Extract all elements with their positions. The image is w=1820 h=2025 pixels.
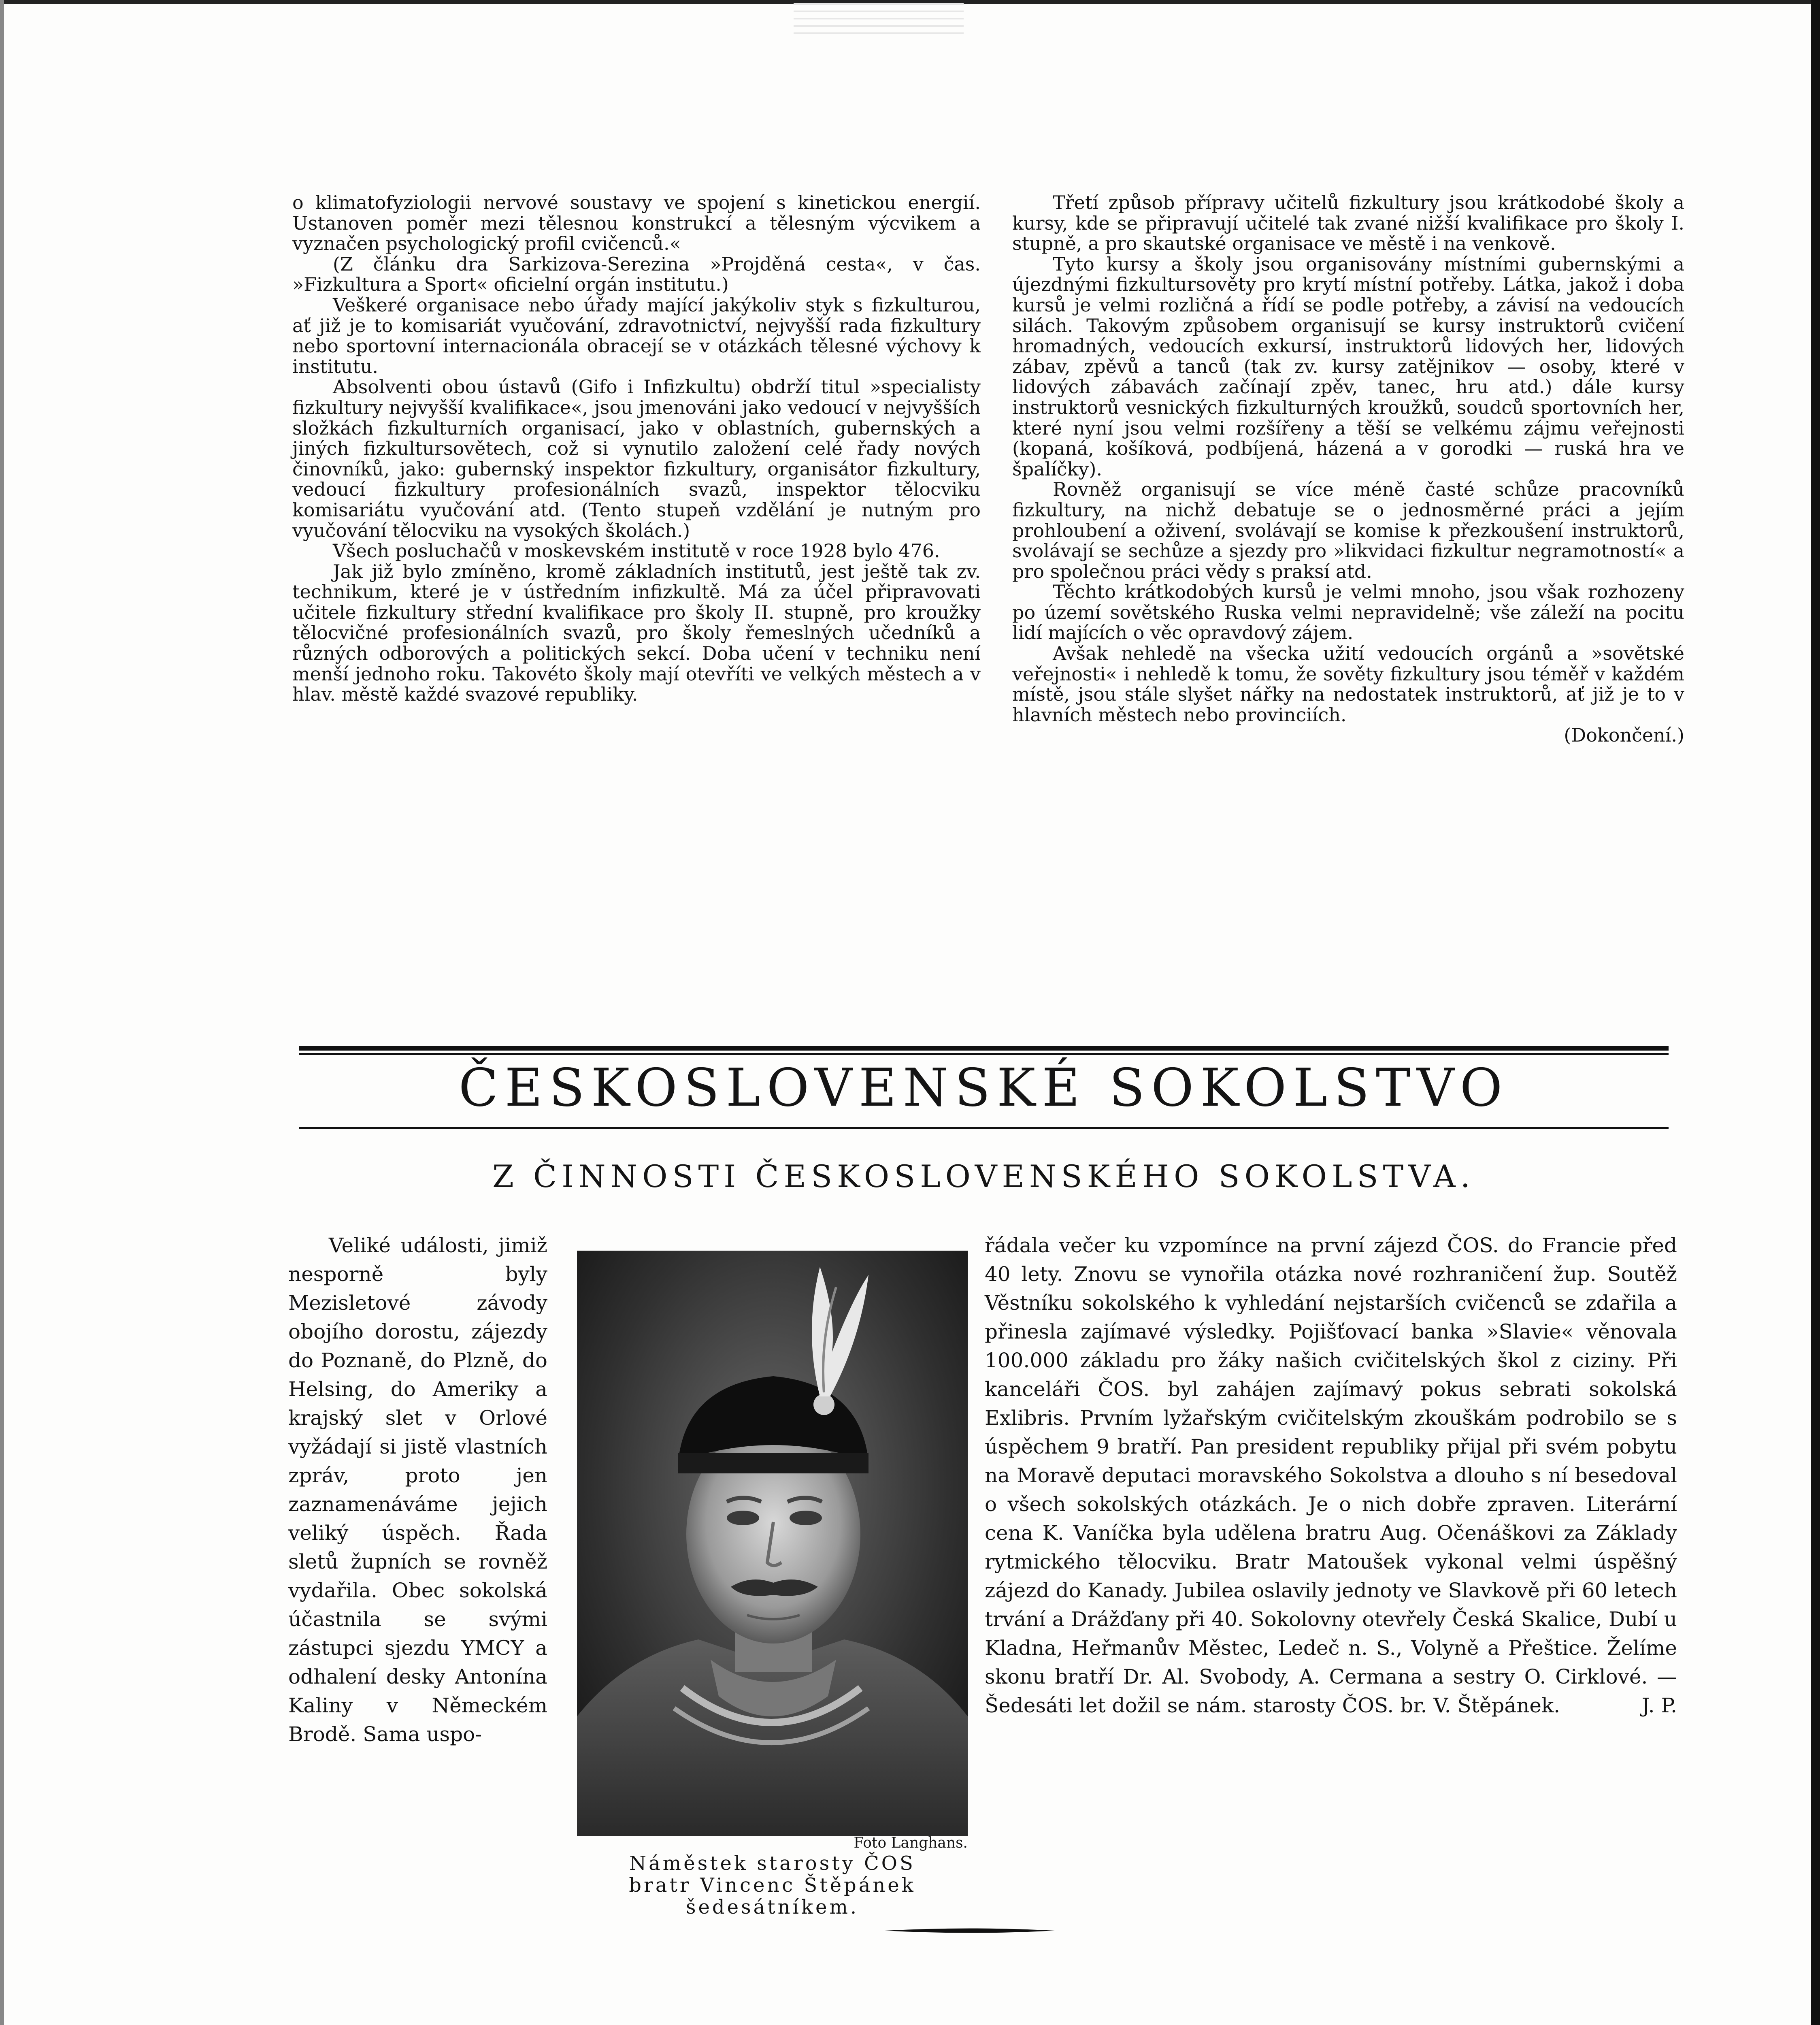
bottom-left-column <box>288 1231 547 1749</box>
top-right-column <box>1012 192 1684 746</box>
photo-caption <box>565 1852 980 1918</box>
paragraph: (Z článku dra Sarkizova-Serezina »Projděná cesta«, v čas. »Fizkultura a Sport« oficielní orgán institutu.) <box>292 253 981 296</box>
tailpiece-ornament <box>885 1928 1055 1933</box>
paragraph: Tyto kursy a školy jsou organisovány místními gubernskými a újezdnými fizkultursověty pro krytí místní potřeby. Látka, jakož i doba kursů je velmi rozličná a řídí se podle potřeby, a závisí na vedoucích silách. Takovým způsobem organisují se kursy instruktorů cvičení hromadných, vedoucích exkursí, instruktorů lidových her, lidových zábav, zpěvů a tanců (tak zv. kursy zatějnikov — osoby, které v lidových zábavách začínají zpěv, tanec, hru atd.) dále kursy instruktorů vesnických fizkulturných kroužků, soudců sportovních her, které nyní jsou velmi rozšířeny a těší se velkému zájmu veřejnosti (kopaná, košíková, podbíjená, házená a v gorodki — ruská hra ve špalíčky). <box>1012 253 1684 480</box>
paragraph: Všech posluchačů v moskevském institutě v roce 1928 bylo 476. <box>333 540 940 562</box>
paragraph: Třetí způsob přípravy učitelů fizkultury jsou krátkodobé školy a kursy, kde se připravují učitelé tak zvané nižší kvalifikace pro školy I. stupně, a pro skautské organisace ve městě i na venkově. <box>1012 192 1684 255</box>
article-title: Z ČINNOSTI ČESKOSLOVENSKÉHO SOKOLSTVA. <box>492 1158 1475 1194</box>
article-signature: J. P. <box>1641 1694 1677 1717</box>
paragraph: Těchto krátkodobých kursů je velmi mnoho, jsou však rozhozeny po území sovětského Ruska velmi nepravidelně; vše záleží na pocitu lidí majících o věc opravdový zájem. <box>1012 581 1684 644</box>
paragraph: Veliké události, jimiž nesporně byly Mezisletové závody obojího dorostu, zájezdy do Poznaně, do Plzně, do Helsing, do Ameriky a krajský slet v Orlové vyžádají si jistě vlastních zpráv, proto jen zaznamenáváme jejich veliký úspěch. Řada sletů župních se rovněž vydařila. Obec sokolská účastnila se svými zástupci sjezdu YMCY a odhalení desky Antonína Kaliny v Německém Brodě. Sama uspo- <box>288 1234 547 1746</box>
scan-artifact <box>794 3 964 40</box>
paragraph: Avšak nehledě na všecka užití vedoucích orgánů a »sovětské veřejnosti« i nehledě k tomu, že sověty fizkultury jsou téměř v každém místě, jsou stále slyšet nářky na nedostatek instruktorů, ať již je to v hlavních městech nebo provinciích. <box>1012 642 1684 726</box>
article-signature: (Dokončení.) <box>1564 724 1684 746</box>
top-left-column <box>292 192 981 705</box>
photo-credit: Foto Langhans. <box>854 1835 968 1851</box>
paragraph: Absolventi obou ústavů (Gifo i Infizkultu) obdrží titul »specialisty fizkultury nejvyšší kvalifikace«, jsou jmenováni jako vedoucí v nejvyšších složkách fizkulturních organisací, jako v oblastních, gubernských a jiných fizkultursovětech, což si vynutilo založení celé řady nových činovníků, jako: gubernský inspektor fizkultury, organisátor fizkultury, vedoucí fizkultury profesionálních svazů, inspektor tělocviku komisariátu vyučování atd. (Tento stupeň vzdělání je nutným pro vyučování tělocviku na vysokých školách.) <box>292 376 981 541</box>
bottom-right-column <box>985 1231 1677 1720</box>
paragraph: Rovněž organisují se více méně časté schůze pracovníků fizkultury, na nichž debatuje se o jednosměrné práci a jejím prohloubení a oživení, svolávají se komise k přezkoušení instruktorů, svolávají se sechůze a sjezdy pro »likvidaci fizkultur negramotností« a pro společnou práci vědy s praksí atd. <box>1012 478 1684 582</box>
paragraph: Veškeré organisace nebo úřady mající jakýkoliv styk s fizkulturou, ať již je to komisariát vyučování, zdravotnictví, nejvyšší rada fizkultury nebo sportovní internacionála obracejí se v otázkách tělesné výchovy k institutu. <box>292 294 981 377</box>
paragraph: o klimatofyziologii nervové soustavy ve spojení s kinetickou energií. Ustanoven poměr mezi tělesnou konstrukcí a tělesným výcvikem a vyznačen psychologický profil cvičenců.« <box>292 192 981 255</box>
section-rule-top <box>299 1046 1669 1055</box>
portrait-photo <box>577 1251 968 1836</box>
portrait-image <box>577 1251 968 1836</box>
paragraph: Jak již bylo zmíněno, kromě základních institutů, jest ještě tak zv. technikum, které je v ústředním infizkultě. Má za účel připravovati učitele fizkultury střední kvalifikace pro školy II. stupně, pro kroužky tělocvičné profesionálních svazů, pro školy řemeslných učedníků a různých odborových a politických sekcí. Doba učení v techniku není menší jednoho roku. Takovéto školy mají otevříti ve velkých městech a v hlav. městě každé svazové republiky. <box>292 560 981 706</box>
scan-border-left <box>0 0 4 2025</box>
caption-line: bratr Vincenc Štěpánek <box>629 1874 916 1897</box>
section-title: ČESKOSLOVENSKÉ SOKOLSTVO <box>458 1058 1509 1118</box>
section-rule-bottom <box>299 1127 1669 1130</box>
caption-line: Náměstek starosty ČOS <box>629 1852 915 1875</box>
scan-border-right <box>1811 0 1820 2025</box>
paragraph: řádala večer ku vzpomínce na první zájezd ČOS. do Francie před 40 lety. Znovu se vynořila otázka nové rozhraničení žup. Soutěž Věstníku sokolského k vyhledání nejstarších cvičenců se zdařila a přinesla zajímavé výsledky. Pojišťovací banka »Slavie« věnovala 100.000 základu pro žáky našich cvičitelských škol z ciziny. Při kanceláři ČOS. byl zahájen zajímavý pokus sebrati sokolská Exlibris. Prvním lyžařským cvičitelským zkouškám podrobilo se s úspěchem 9 bratří. Pan president republiky přijal při svém pobytu na Moravě deputaci moravského Sokolstva a dlouho s ní besedoval o všech sokolských otázkách. Je o nich dobře zpraven. Literární cena K. Vaníčka byla udělena bratru Aug. Očenáškovi za Základy rytmického tělocviku. Bratr Matoušek vykonal velmi úspěšný zájezd do Kanady. Jubilea oslavily jednoty ve Slavkově při 60 letech trvání a Drážďany při 40. Sokolovny otevřely Česká Skalice, Dubí u Kladna, Heřmanův Městec, Ledeč n. S., Volyně a Přeštice. Želíme skonu bratří Dr. Al. Svobody, A. Cermana a sestry O. Cirklové. — Šedesáti let dožil se nám. starosty ČOS. br. V. Štěpánek. <box>985 1234 1677 1717</box>
caption-line: šedesátníkem. <box>685 1896 859 1918</box>
